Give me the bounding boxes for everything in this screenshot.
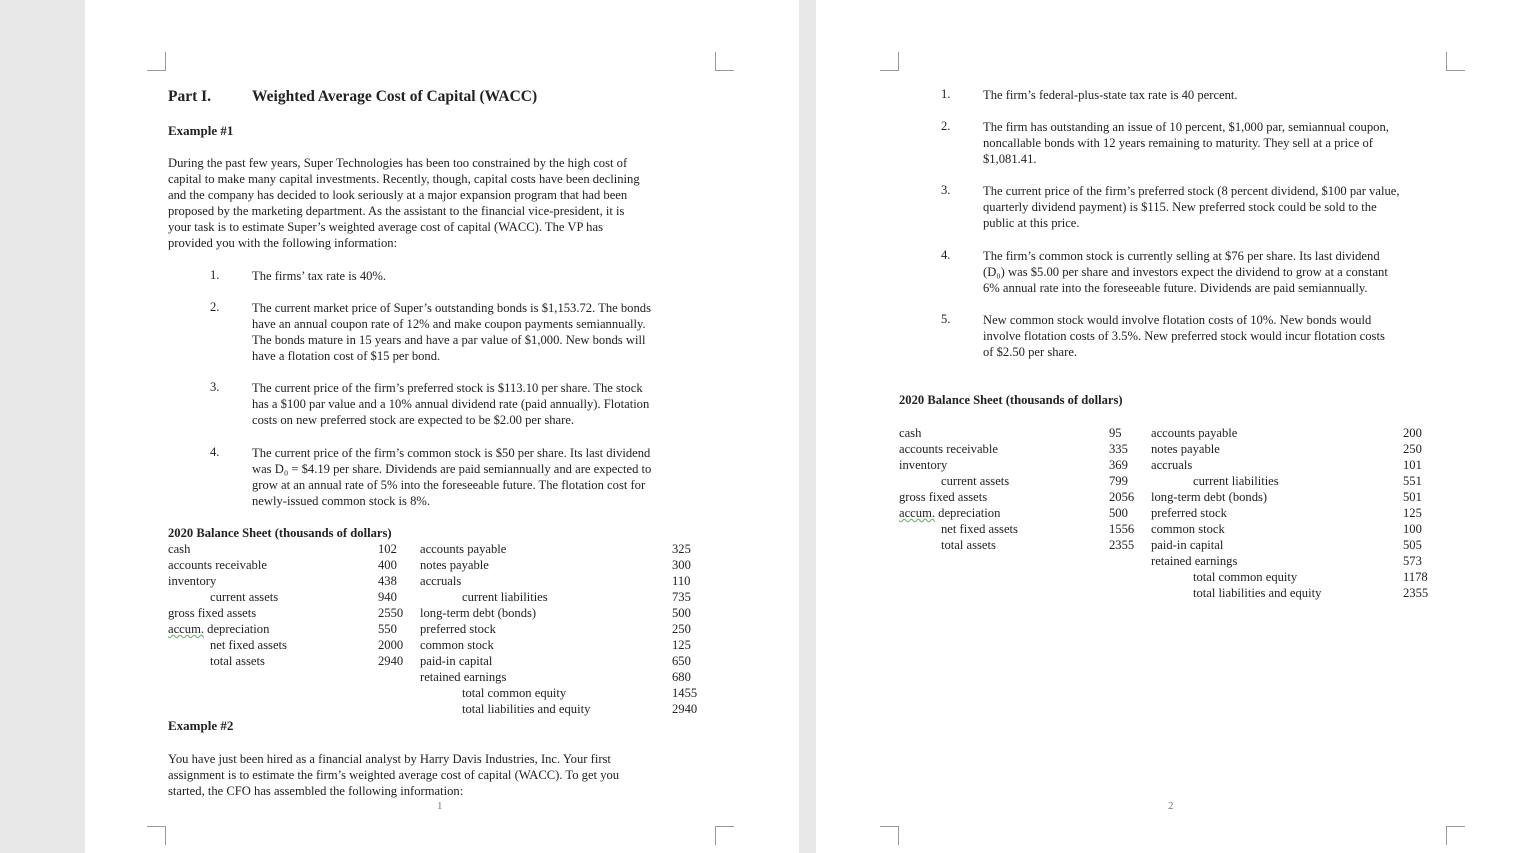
row-value: 2056 — [1109, 490, 1135, 504]
row-value: 1455 — [672, 686, 698, 700]
balance-sheet-row — [168, 637, 462, 653]
example1-heading: Example #1 — [168, 123, 234, 138]
balance-sheet-row — [168, 653, 462, 669]
row-value: 501 — [1403, 490, 1422, 504]
balance-sheet-row — [1151, 569, 1463, 585]
row-value: 799 — [1109, 474, 1128, 488]
intro-line: proposed by the marketing department. As the assistant to the financial vice-president, it is — [168, 204, 625, 218]
balance-sheet-row — [420, 605, 732, 621]
row-label: preferred stock — [420, 622, 496, 636]
balance-sheet-row — [1151, 553, 1463, 569]
margin-mark-top-right — [1446, 52, 1465, 71]
list-line: The firms’ tax rate is 40%. — [252, 269, 387, 283]
row-label: total common equity — [1193, 570, 1298, 584]
row-label: cash — [168, 542, 191, 556]
balance-sheet-row — [168, 605, 462, 621]
margin-mark-top-left — [147, 52, 166, 71]
row-value: 551 — [1403, 474, 1422, 488]
balance-sheet-row — [168, 589, 462, 605]
row-value: 680 — [672, 670, 691, 684]
row-label: long-term debt (bonds) — [1151, 490, 1268, 504]
list-line: The firm’s federal-plus-state tax rate is 40 percent. — [983, 88, 1238, 102]
list-line: was D₀ = $4.19 per share. Dividends are paid semiannually and are expected to — [252, 462, 652, 476]
row-label: total common equity — [462, 686, 567, 700]
row-label: inventory — [899, 458, 948, 472]
balance-sheet-row — [1151, 521, 1463, 537]
balance-sheet-row — [420, 541, 732, 557]
list-line: involve flotation costs of 3.5%. New preferred stock would incur flotation costs — [983, 329, 1385, 343]
row-label: total liabilities and equity — [462, 702, 591, 716]
list-item — [252, 445, 651, 509]
row-label: common stock — [1151, 522, 1225, 536]
balance-sheet-row — [168, 541, 462, 557]
balance-sheet-row — [168, 621, 462, 637]
row-value: 650 — [672, 654, 691, 668]
balance-sheet-assets — [168, 541, 462, 669]
row-label: accounts payable — [1151, 426, 1238, 440]
margin-mark-bottom-left — [880, 826, 899, 845]
part-label: Part I. — [168, 88, 212, 105]
list-line: The bonds mature in 15 years and have a par value of $1,000. New bonds will — [252, 333, 646, 347]
row-label: total assets — [941, 538, 996, 552]
balance-sheet-liabilities — [420, 541, 732, 717]
row-value: 2550 — [378, 606, 404, 620]
balance-sheet-row — [899, 425, 1193, 441]
intro-line: provided you with the following information: — [168, 236, 398, 250]
part-title: Weighted Average Cost of Capital (WACC) — [252, 88, 538, 105]
row-label: current assets — [941, 474, 1010, 488]
intro-line: During the past few years, Super Technologies has been too constrained by the high cost of — [168, 156, 628, 170]
example1-intro — [168, 155, 728, 251]
row-value: 400 — [378, 558, 397, 572]
row-value: 2940 — [672, 702, 698, 716]
list-number: 3. — [210, 380, 220, 394]
row-value: 2355 — [1403, 586, 1429, 600]
balance-sheet-assets — [899, 425, 1193, 553]
balance-sheet-row — [1151, 505, 1463, 521]
list-line: The current price of the firm’s preferred stock (8 percent dividend, $100 par value, — [983, 184, 1400, 198]
row-label: accum. depreciation — [168, 622, 270, 636]
balance-sheet-row — [168, 557, 462, 573]
row-value: 250 — [1403, 442, 1422, 456]
row-value: 125 — [672, 638, 691, 652]
balance-sheet-row — [168, 573, 462, 589]
row-value: 500 — [672, 606, 691, 620]
list-line: The firm has outstanding an issue of 10 percent, $1,000 par, semiannual coupon, — [983, 120, 1389, 134]
list-line: noncallable bonds with 12 years remaining to maturity. They sell at a price of — [983, 136, 1373, 150]
row-value: 101 — [1403, 458, 1422, 472]
balance-sheet-row — [420, 621, 732, 637]
margin-mark-bottom-right — [1446, 826, 1465, 845]
row-value: 110 — [672, 574, 691, 588]
row-value: 505 — [1403, 538, 1422, 552]
document-page-1 — [85, 0, 799, 853]
row-label: common stock — [420, 638, 494, 652]
list-line: The current market price of Super’s outstanding bonds is $1,153.72. The bonds — [252, 301, 651, 315]
balance-sheet-row — [420, 685, 732, 701]
list-line: costs on new preferred stock are expected to be $2.00 per share. — [252, 413, 575, 427]
row-value: 95 — [1109, 426, 1122, 440]
row-value: 102 — [378, 542, 397, 556]
margin-mark-top-right — [715, 52, 734, 71]
row-label: accounts payable — [420, 542, 507, 556]
row-label: notes payable — [1151, 442, 1220, 456]
row-value: 335 — [1109, 442, 1128, 456]
list-line: (D₀) was $5.00 per share and investors expect the dividend to grow at a constant — [983, 265, 1388, 279]
list-line: The firm’s common stock is currently selling at $76 per share. Its last dividend — [983, 249, 1380, 263]
list-line: quarterly dividend payment) is $115. New preferred stock could be sold to the — [983, 200, 1377, 214]
page-number: 1 — [437, 800, 443, 812]
row-value: 325 — [672, 542, 691, 556]
row-label: accruals — [1151, 458, 1193, 472]
row-value: 300 — [672, 558, 691, 572]
list-line: have an annual coupon rate of 12% and make coupon payments semiannually. — [252, 317, 646, 331]
row-value: 550 — [378, 622, 397, 636]
list-number: 4. — [210, 445, 220, 459]
intro-line: started, the CFO has assembled the following information: — [168, 784, 464, 798]
row-label: retained earnings — [1151, 554, 1238, 568]
list-item — [983, 87, 1238, 103]
intro-line: capital to make many capital investments. Recently, though, capital costs have been declining — [168, 172, 640, 186]
example2-intro — [168, 751, 728, 799]
row-label: accum. depreciation — [899, 506, 1001, 520]
list-number: 5. — [941, 312, 951, 326]
row-label: current liabilities — [462, 590, 548, 604]
row-value: 2000 — [378, 638, 404, 652]
balance-sheet-row — [899, 473, 1193, 489]
row-value: 100 — [1403, 522, 1422, 536]
balance-sheet-title: 2020 Balance Sheet (thousands of dollars) — [168, 526, 392, 540]
intro-line: You have just been hired as a financial analyst by Harry Davis Industries, Inc. Your first — [168, 752, 611, 766]
row-label: cash — [899, 426, 922, 440]
list-line: newly-issued common stock is 8%. — [252, 494, 431, 508]
margin-mark-bottom-right — [715, 826, 734, 845]
balance-sheet-row — [1151, 473, 1463, 489]
list-number: 1. — [941, 87, 951, 101]
balance-sheet-row — [899, 521, 1193, 537]
balance-sheet-row — [1151, 537, 1463, 553]
margin-mark-top-left — [880, 52, 899, 71]
row-label: paid-in capital — [1151, 538, 1224, 552]
document-page-2 — [816, 0, 1516, 853]
row-label: accounts receivable — [168, 558, 267, 572]
list-item — [252, 380, 649, 428]
balance-sheet-row — [420, 637, 732, 653]
example2-heading: Example #2 — [168, 718, 234, 733]
page-number: 2 — [1168, 800, 1174, 812]
row-label: accounts receivable — [899, 442, 998, 456]
balance-sheet-row — [899, 441, 1193, 457]
row-value: 200 — [1403, 426, 1422, 440]
row-label: long-term debt (bonds) — [420, 606, 537, 620]
balance-sheet-row — [420, 701, 732, 717]
balance-sheet-title: 2020 Balance Sheet (thousands of dollars) — [899, 393, 1123, 407]
row-label: paid-in capital — [420, 654, 493, 668]
row-label: gross fixed assets — [168, 606, 257, 620]
balance-sheet-row — [899, 457, 1193, 473]
row-value: 940 — [378, 590, 397, 604]
list-line: has a $100 par value and a 10% annual dividend rate (paid annually). Flotation — [252, 397, 650, 411]
row-label: accruals — [420, 574, 462, 588]
list-item — [252, 300, 651, 364]
intro-line: and the company has decided to look seriously at a major expansion program that had been — [168, 188, 628, 202]
balance-sheet-row — [1151, 441, 1463, 457]
list-item — [983, 248, 1388, 296]
list-item — [252, 268, 386, 284]
row-label: notes payable — [420, 558, 489, 572]
balance-sheet-row — [420, 589, 732, 605]
row-label: retained earnings — [420, 670, 507, 684]
list-line: New common stock would involve flotation costs of 10%. New bonds would — [983, 313, 1372, 327]
row-value: 500 — [1109, 506, 1128, 520]
margin-mark-bottom-left — [147, 826, 166, 845]
row-label: net fixed assets — [210, 638, 287, 652]
balance-sheet-row — [420, 653, 732, 669]
balance-sheet-row — [1151, 489, 1463, 505]
balance-sheet-row — [420, 573, 732, 589]
row-label: current liabilities — [1193, 474, 1279, 488]
list-item — [983, 312, 1385, 360]
balance-sheet-row — [420, 557, 732, 573]
list-line: of $2.50 per share. — [983, 345, 1078, 359]
list-line: The current price of the firm’s preferred stock is $113.10 per share. The stock — [252, 381, 643, 395]
row-label: current assets — [210, 590, 279, 604]
balance-sheet-row — [899, 537, 1193, 553]
row-value: 250 — [672, 622, 691, 636]
row-label: total liabilities and equity — [1193, 586, 1322, 600]
row-value: 735 — [672, 590, 691, 604]
row-value: 125 — [1403, 506, 1422, 520]
list-item — [983, 183, 1399, 231]
row-value: 2355 — [1109, 538, 1135, 552]
balance-sheet-row — [420, 669, 732, 685]
balance-sheet-row — [899, 505, 1193, 521]
intro-line: assignment is to estimate the firm’s weighted average cost of capital (WACC). To get you — [168, 768, 620, 782]
balance-sheet-liabilities — [1151, 425, 1463, 601]
row-label: gross fixed assets — [899, 490, 988, 504]
balance-sheet-row — [899, 489, 1193, 505]
list-line: grow at an annual rate of 5% into the foreseeable future. The flotation cost for — [252, 478, 646, 492]
row-label: net fixed assets — [941, 522, 1018, 536]
row-value: 573 — [1403, 554, 1422, 568]
list-number: 1. — [210, 268, 220, 282]
row-label: inventory — [168, 574, 217, 588]
row-value: 1178 — [1403, 570, 1428, 584]
list-number: 4. — [941, 248, 951, 262]
row-value: 2940 — [378, 654, 404, 668]
balance-sheet-row — [1151, 425, 1463, 441]
list-item — [983, 119, 1389, 167]
list-line: $1,081.41. — [983, 152, 1037, 166]
balance-sheet-row — [1151, 585, 1463, 601]
list-number: 2. — [210, 300, 220, 314]
list-number: 3. — [941, 183, 951, 197]
row-label: total assets — [210, 654, 265, 668]
balance-sheet-row — [1151, 457, 1463, 473]
list-line: The current price of the firm’s common stock is $50 per share. Its last dividend — [252, 446, 651, 460]
row-value: 438 — [378, 574, 397, 588]
list-line: public at this price. — [983, 216, 1080, 230]
intro-line: your task is to estimate Super’s weighted average cost of capital (WACC). The VP has — [168, 220, 603, 234]
row-value: 1556 — [1109, 522, 1135, 536]
row-label: preferred stock — [1151, 506, 1227, 520]
list-number: 2. — [941, 119, 951, 133]
list-line: 6% annual rate into the foreseeable future. Dividends are paid semiannually. — [983, 281, 1368, 295]
row-value: 369 — [1109, 458, 1128, 472]
list-line: have a flotation cost of $15 per bond. — [252, 349, 441, 363]
